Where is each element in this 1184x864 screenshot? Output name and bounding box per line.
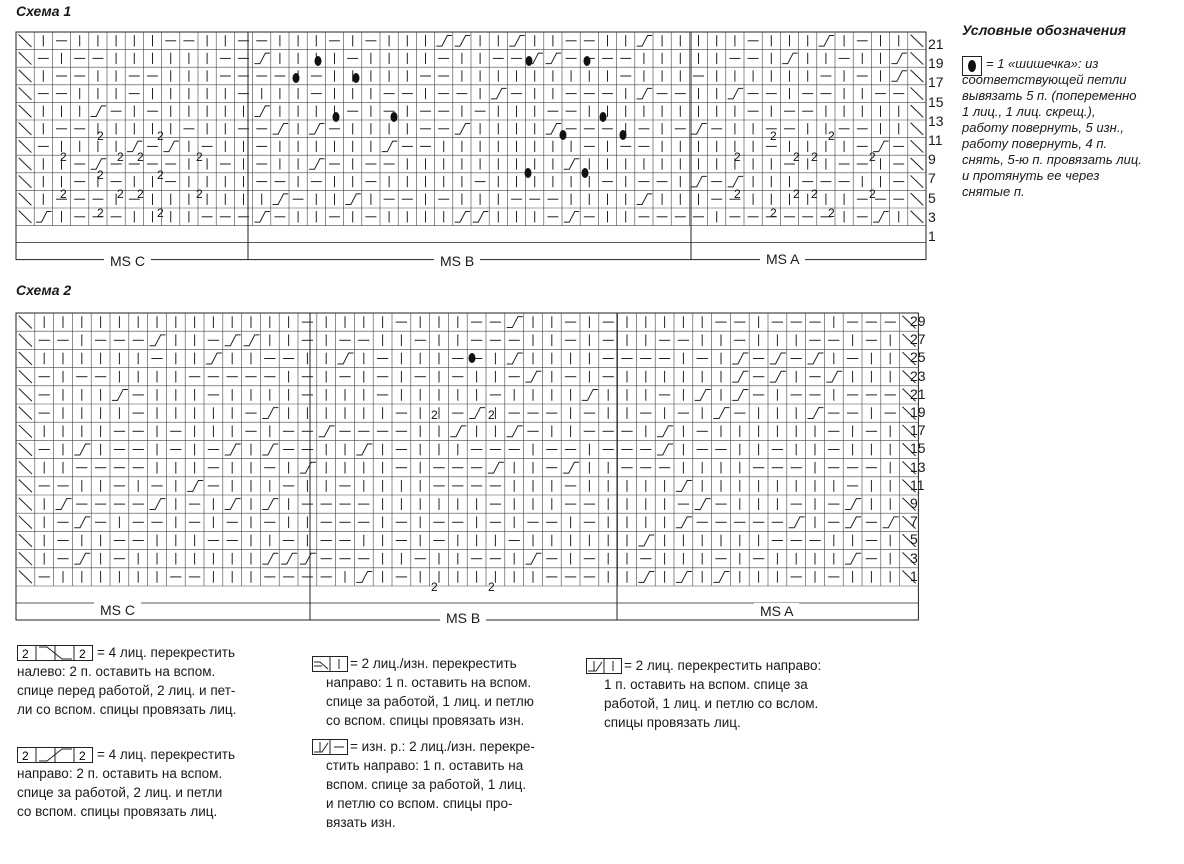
scheme2-edge-stitch-mark	[19, 461, 32, 474]
scheme1-cable-count-mark: 2	[60, 187, 67, 201]
scheme2-edge-stitch-mark	[19, 352, 32, 365]
scheme2-cable-count-mark: 2	[431, 408, 438, 422]
scheme1-edge-stitch-mark	[19, 140, 32, 152]
scheme1-cross-mark	[91, 106, 106, 117]
scheme2-row-number: 29	[910, 313, 926, 329]
scheme2-cable-count-mark: 2	[488, 408, 495, 422]
scheme1-cable-count-mark: 2	[97, 168, 104, 182]
scheme2-row-number: 19	[910, 404, 926, 420]
scheme1-cable-count-mark: 2	[196, 187, 203, 201]
scheme2-cross-mark	[695, 389, 711, 400]
scheme2-cross-mark	[337, 353, 353, 364]
scheme1-edge-stitch-mark	[19, 193, 32, 205]
scheme1-edge-stitch-mark	[19, 123, 32, 135]
scheme2-row-number: 25	[910, 349, 926, 366]
scheme2-cross-mark	[525, 371, 541, 382]
scheme1-cable-count-mark: 2	[157, 129, 164, 143]
scheme1-edge-stitch-mark	[911, 140, 924, 152]
scheme2-section-ms-c: MS C	[94, 602, 141, 618]
scheme2-cross-mark	[563, 462, 579, 473]
scheme1-edge-stitch-mark	[911, 175, 924, 187]
scheme1-row-number: 5	[928, 189, 936, 206]
scheme1-cross-mark	[728, 88, 743, 99]
scheme1-row-number: 7	[928, 170, 936, 187]
scheme2-cross-mark	[281, 553, 297, 564]
scheme1-bobble-mark	[293, 73, 300, 83]
scheme1-cross-mark	[273, 194, 288, 205]
scheme1-cable-count-mark: 2	[770, 129, 777, 143]
scheme2-cross-mark	[187, 480, 203, 491]
scheme1-bobble-mark	[333, 112, 340, 122]
scheme1-edge-stitch-mark	[19, 175, 32, 187]
scheme2-cross-mark	[713, 571, 729, 582]
scheme1-cable-count-mark: 2	[734, 150, 741, 164]
scheme2-edge-stitch-mark	[19, 480, 32, 493]
scheme1-bobble-mark	[526, 56, 533, 66]
note-cross-purl-right: = 2 лиц./изн. перекрестить направо: 1 п. оставить на вспом. спице за работой, 1 лиц. и петлю со вспом. спицы провязать изн.	[326, 656, 534, 728]
scheme1-cross-mark	[891, 71, 906, 82]
scheme2-cross-mark	[732, 353, 748, 364]
scheme1-edge-stitch-mark	[19, 105, 32, 117]
scheme1-cable-count-mark: 2	[117, 150, 124, 164]
scheme2-edge-stitch-mark	[19, 552, 32, 565]
scheme2-cross-mark	[488, 462, 504, 473]
scheme2-cross-mark	[74, 553, 90, 564]
scheme1-cross-mark	[36, 212, 51, 223]
scheme1-row-number: 13	[928, 112, 944, 129]
scheme2-edge-stitch-mark	[19, 571, 32, 584]
scheme1-cross-mark	[782, 53, 797, 64]
scheme1-cross-mark	[455, 36, 470, 47]
scheme2-edge-stitch-mark	[19, 498, 32, 511]
scheme1-cross-mark	[691, 176, 706, 187]
scheme1-cross-mark	[509, 36, 524, 47]
scheme2-row-number: 11	[910, 476, 925, 493]
scheme2-cross-mark	[525, 553, 541, 564]
scheme1-cable-count-mark: 2	[60, 150, 67, 164]
scheme1-edge-stitch-mark	[911, 105, 924, 117]
scheme2-cross-mark	[356, 571, 372, 582]
scheme2-cross-mark	[638, 571, 654, 582]
scheme2-cross-mark	[55, 499, 71, 510]
scheme2-cross-mark	[206, 353, 222, 364]
scheme1-bobble-mark	[391, 112, 398, 122]
scheme1-cable-count-mark: 2	[137, 187, 144, 201]
scheme1-cross-mark	[637, 194, 652, 205]
scheme2-cross-mark	[695, 499, 711, 510]
scheme2-cross-mark	[657, 426, 673, 437]
scheme2-cross-mark	[826, 371, 842, 382]
scheme1-bobble-mark	[315, 56, 322, 66]
scheme1-edge-stitch-mark	[911, 211, 924, 223]
scheme1-row-number: 19	[928, 55, 944, 72]
scheme2-cross-mark	[638, 535, 654, 546]
scheme1-bobble-mark	[560, 130, 567, 140]
svg-text:2: 2	[22, 647, 29, 661]
scheme1-cable-count-mark: 2	[734, 187, 741, 201]
scheme2-cross-mark	[262, 499, 278, 510]
scheme2-row-number: 9	[910, 495, 918, 511]
scheme1-cross-mark	[254, 53, 269, 64]
scheme2-cross-mark	[789, 517, 805, 528]
scheme1-cable-count-mark: 2	[828, 129, 835, 143]
scheme1-bobble-mark	[353, 73, 360, 83]
scheme1-cable-count-mark: 2	[117, 187, 124, 201]
scheme1-cable-count-mark: 2	[793, 187, 800, 201]
scheme1-cross-mark	[728, 176, 743, 187]
scheme2-cross-mark	[74, 517, 90, 528]
scheme2-cross-mark	[807, 353, 823, 364]
svg-text:2: 2	[79, 749, 86, 763]
note-cross-left-4: = 4 лиц. перекрестить налево: 2 п. оставить на вспом. спице перед работой, 2 лиц. и пет- ли со вспом. спицы провязать лиц.	[17, 645, 237, 717]
scheme2-row-number: 13	[910, 458, 926, 475]
scheme2-row-number: 3	[910, 549, 918, 566]
scheme1-cross-mark	[455, 212, 470, 223]
scheme1-cross-mark	[473, 212, 488, 223]
scheme2-row-number: 1	[910, 567, 918, 584]
scheme2-cable-count-mark: 2	[431, 580, 438, 594]
note-cross-right-4: = 4 лиц. перекрестить направо: 2 п. оставить на вспом. спице за работой, 2 лиц. и петли со вспом. спицы провязать лиц.	[17, 747, 235, 819]
scheme1-row-number: 17	[928, 74, 944, 91]
scheme1-bobble-mark	[620, 130, 627, 140]
scheme1-cross-mark	[891, 53, 906, 64]
scheme2-cross-mark	[676, 571, 692, 582]
scheme2-row-number: 17	[910, 422, 926, 439]
scheme2-cross-mark	[657, 444, 673, 455]
scheme2-cross-mark	[262, 444, 278, 455]
scheme2-cross-mark	[300, 462, 316, 473]
scheme2-bobble-mark	[469, 353, 476, 363]
scheme1-cross-mark	[637, 88, 652, 99]
scheme1-row-number: 21	[928, 36, 944, 52]
scheme1-cable-count-mark: 2	[137, 150, 144, 164]
scheme2-cross-mark	[319, 426, 335, 437]
scheme2-cross-mark	[845, 499, 861, 510]
scheme1-edge-stitch-mark	[19, 211, 32, 223]
scheme1-cable-count-mark: 2	[196, 150, 203, 164]
scheme1-section-ms-b: MS B	[434, 253, 480, 269]
scheme1-row-number: 9	[928, 151, 936, 168]
scheme2-cross-mark	[507, 426, 523, 437]
scheme2-cross-mark	[845, 517, 861, 528]
scheme1-section-ms-c: MS C	[104, 253, 151, 269]
scheme1-cable-count-mark: 2	[97, 206, 104, 220]
scheme2-cross-mark	[262, 408, 278, 419]
scheme1-row-number: 3	[928, 208, 936, 225]
scheme1-cross-mark	[309, 159, 324, 170]
scheme1-row-number: 11	[928, 132, 943, 148]
scheme2-edge-stitch-mark	[19, 516, 32, 529]
note-cross-right-2: = 2 лиц. перекрестить направо: 1 п. оставить на вспом. спице за работой, 1 лиц. и петлю со вслом. спицы провязать лиц.	[604, 658, 822, 730]
scheme1-section-ms-a: MS A	[760, 251, 805, 267]
svg-text:2: 2	[79, 647, 86, 661]
scheme1-bobble-mark	[584, 56, 591, 66]
scheme1-cable-count-mark: 2	[793, 150, 800, 164]
scheme2-cross-mark	[732, 389, 748, 400]
scheme2-cross-mark	[845, 553, 861, 564]
scheme1-cable-count-mark: 2	[97, 129, 104, 143]
scheme2-edge-stitch-mark	[19, 389, 32, 402]
scheme1-edge-stitch-mark	[911, 193, 924, 205]
scheme1-cross-mark	[254, 106, 269, 117]
scheme1-row-number: 15	[928, 93, 944, 110]
scheme2-title: Схема 2	[16, 282, 72, 298]
scheme2-cross-mark	[149, 335, 165, 346]
scheme2-row-number: 23	[910, 367, 926, 384]
scheme2-cross-mark	[676, 480, 692, 491]
scheme2-row-number: 21	[910, 385, 926, 402]
scheme2-cross-mark	[450, 426, 466, 437]
scheme1-bobble-mark	[582, 168, 589, 178]
scheme1-title: Схема 1	[16, 3, 72, 19]
scheme1-edge-stitch-mark	[19, 52, 32, 64]
scheme1-edge-stitch-mark	[911, 123, 924, 135]
scheme1-edge-stitch-mark	[19, 35, 32, 47]
legend-title: Условные обозначения	[962, 22, 1127, 38]
scheme1-bobble-mark	[525, 168, 532, 178]
scheme2-cross-mark	[74, 444, 90, 455]
scheme2-cross-mark	[225, 444, 241, 455]
scheme2-cross-mark	[732, 371, 748, 382]
scheme1-cable-count-mark: 2	[811, 187, 818, 201]
scheme1-cable-count-mark: 2	[828, 206, 835, 220]
scheme1-cross-mark	[436, 36, 451, 47]
scheme2-cross-mark	[807, 408, 823, 419]
scheme1-edge-stitch-mark	[911, 70, 924, 82]
scheme1-cable-count-mark: 2	[811, 150, 818, 164]
scheme1-cable-count-mark: 2	[157, 168, 164, 182]
scheme2-edge-stitch-mark	[19, 534, 32, 547]
scheme2-section-ms-b: MS B	[440, 610, 486, 626]
scheme1-cross-mark	[564, 159, 579, 170]
scheme2-cross-mark	[883, 517, 899, 528]
scheme2-cable-count-mark: 2	[488, 580, 495, 594]
scheme1-row-number: 1	[928, 228, 936, 244]
scheme2-cross-mark	[582, 389, 598, 400]
scheme1-bobble-mark	[600, 112, 607, 122]
scheme1-edge-stitch-mark	[19, 87, 32, 99]
scheme2-cross-mark	[262, 553, 278, 564]
scheme1-cable-count-mark: 2	[869, 150, 876, 164]
scheme2-cross-mark	[300, 553, 316, 564]
scheme2-cross-mark	[243, 335, 259, 346]
scheme2-cross-mark	[469, 408, 485, 419]
scheme1-cross-mark	[382, 141, 397, 152]
legend-bobble-text: = 1 «шишечка»: из соответствующей петли вывязать 5 п. (попеременно 1 лиц., 1 лиц. скрещ.), работу повернуть, 5 изн., работу повернуть, 4 п. снять, 5-ю п. провязать лиц. и протянуть ее через снятые п.	[962, 56, 1142, 199]
scheme1-cross-mark	[546, 53, 561, 64]
scheme1-cable-count-mark: 2	[770, 206, 777, 220]
scheme1-cable-count-mark: 2	[869, 187, 876, 201]
scheme2-cross-mark	[676, 517, 692, 528]
scheme2-cross-mark	[356, 444, 372, 455]
scheme2-cross-mark	[713, 408, 729, 419]
scheme1-cross-mark	[637, 36, 652, 47]
scheme1-cross-mark	[691, 124, 706, 135]
scheme1-edge-stitch-mark	[911, 87, 924, 99]
scheme1-cross-mark	[819, 36, 834, 47]
scheme1-edge-stitch-mark	[19, 70, 32, 82]
scheme2-cross-mark	[507, 317, 523, 328]
scheme1-cable-count-mark: 2	[157, 206, 164, 220]
scheme1-cross-mark	[273, 124, 288, 135]
scheme1-cross-mark	[309, 124, 324, 135]
scheme1-cross-mark	[873, 212, 888, 223]
scheme2-cross-mark	[225, 335, 241, 346]
scheme1-cross-mark	[345, 194, 360, 205]
scheme1-cross-mark	[491, 88, 506, 99]
scheme2-edge-stitch-mark	[19, 334, 32, 347]
scheme2-cross-mark	[770, 353, 786, 364]
scheme2-edge-stitch-mark	[19, 316, 32, 329]
scheme1-edge-stitch-mark	[911, 35, 924, 47]
scheme1-cross-mark	[564, 212, 579, 223]
scheme2-cross-mark	[149, 499, 165, 510]
note-cross-purl-ws: = изн. р.: 2 лиц./изн. перекре- стить направо: 1 п. оставить на вспом. спице за работой, 1 лиц. и петлю со вспом. спицы про- вязать изн.	[326, 739, 535, 830]
scheme2-cross-mark	[225, 499, 241, 510]
scheme1-edge-stitch-mark	[911, 52, 924, 64]
scheme2-cross-mark	[507, 353, 523, 364]
scheme1-cross-mark	[455, 124, 470, 135]
scheme1-cross-mark	[163, 141, 178, 152]
scheme2-edge-stitch-mark	[19, 425, 32, 438]
scheme2-row-number: 15	[910, 440, 926, 457]
scheme1-edge-stitch-mark	[19, 158, 32, 170]
scheme2-row-number: 27	[910, 331, 926, 348]
scheme1-cross-mark	[254, 212, 269, 223]
scheme2-section-ms-a: MS A	[754, 603, 799, 619]
svg-text:2: 2	[22, 749, 29, 763]
scheme2-edge-stitch-mark	[19, 370, 32, 383]
scheme2-row-number: 7	[910, 513, 918, 530]
scheme2-row-number: 5	[910, 531, 918, 548]
scheme2-cross-mark	[112, 389, 128, 400]
scheme2-cross-mark	[770, 371, 786, 382]
scheme1-cross-mark	[546, 124, 561, 135]
scheme2-edge-stitch-mark	[19, 443, 32, 456]
scheme2-edge-stitch-mark	[19, 407, 32, 420]
scheme1-edge-stitch-mark	[911, 158, 924, 170]
